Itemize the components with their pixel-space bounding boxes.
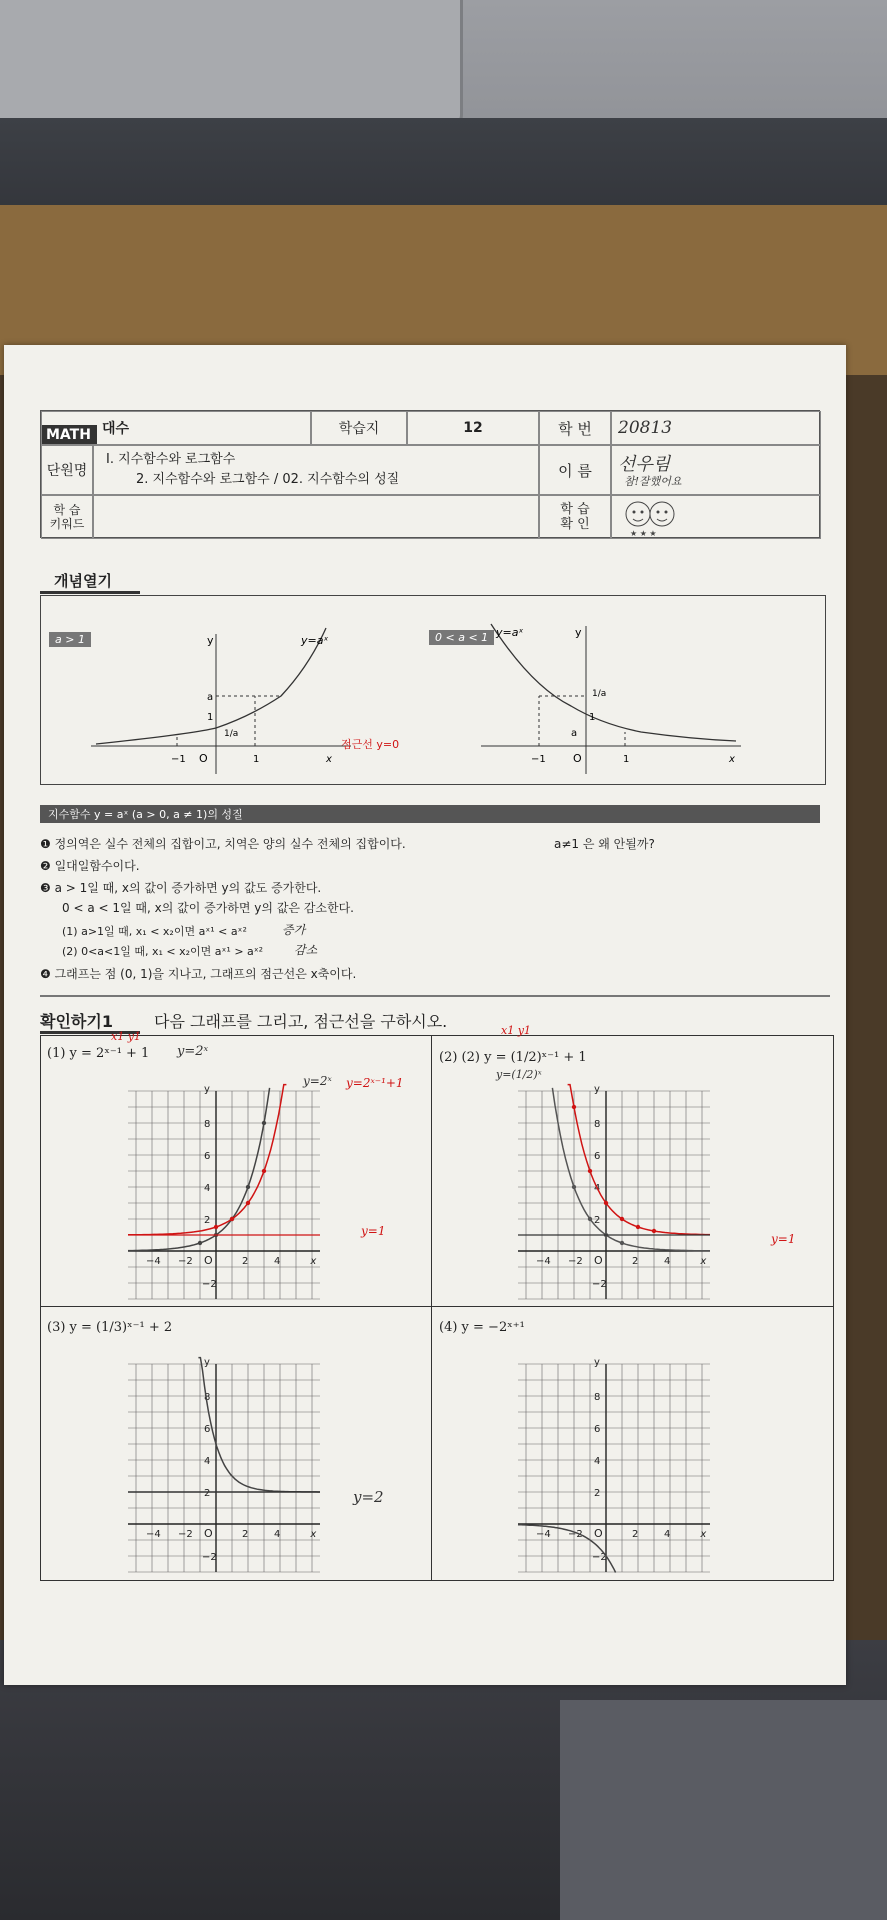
p2-curve-shifted-point — [604, 1201, 608, 1205]
p3-x-tick: −4 — [146, 1529, 161, 1540]
note-decrease: 감소 — [294, 943, 318, 957]
p4-x-tick: 2 — [632, 1529, 639, 1540]
p1-curve-shifted-point — [262, 1169, 266, 1173]
exercise-grid — [40, 1024, 834, 1581]
p1-y-tick: 8 — [204, 1119, 211, 1130]
right-1a-tick: 1/a — [592, 689, 607, 699]
p4-origin: O — [594, 1527, 603, 1540]
note-increase: 증가 — [282, 923, 306, 937]
subject: 대수 — [102, 421, 130, 437]
coordinate-grids — [41, 1036, 833, 1580]
left-minus1: −1 — [171, 754, 186, 765]
left-x-label: x — [326, 754, 332, 765]
p2-hw-base: y=(1/2)ˣ — [496, 1068, 542, 1081]
p4-y-tick: 2 — [594, 1488, 601, 1499]
problem-4-label: (4) y = −2ˣ⁺¹ — [439, 1320, 525, 1335]
p2-curve-shifted-point — [636, 1225, 640, 1229]
right-origin: O — [573, 752, 582, 765]
keyword-cell — [93, 495, 539, 539]
p2-y-tick: 4 — [594, 1183, 601, 1194]
p1-y-tick: 2 — [204, 1215, 211, 1226]
prop-3b: 0 < a < 1일 때, x의 값이 증가하면 y의 값은 감소한다. — [62, 901, 354, 915]
left-equation: y=aˣ — [301, 634, 329, 647]
concept-box — [40, 595, 826, 785]
right-equation: y=aˣ — [496, 626, 524, 639]
p3-x-label: x — [310, 1529, 317, 1540]
p3-y-tick: y — [204, 1356, 210, 1368]
p1-x-tick: −2 — [178, 1256, 193, 1267]
unit-line-2: 2. 지수함수와 로그함수 / 02. 지수함수의 성질 — [136, 472, 400, 487]
p2-curve-base-point — [620, 1241, 624, 1245]
p2-curve-shifted-point — [572, 1105, 576, 1109]
p4-x-label: x — [700, 1529, 707, 1540]
p3-x-tick: 2 — [242, 1529, 249, 1540]
exercise-desc: 다음 그래프를 그리고, 점근선을 구하시오. — [154, 1012, 448, 1031]
p4-y-tick: y — [594, 1356, 600, 1368]
p1-y-tick: 4 — [204, 1183, 211, 1194]
keyword-label: 학 습 키워드 — [41, 495, 93, 539]
header-table — [40, 410, 820, 538]
left-1a-tick: 1/a — [224, 729, 239, 739]
p3-y-tick: 6 — [204, 1424, 211, 1435]
p4-x-tick: 4 — [664, 1529, 671, 1540]
p1-curve-base — [128, 1088, 270, 1251]
p1-y-tick: y — [204, 1083, 210, 1095]
prop-3d: (2) 0<a<1일 때, x₁ < x₂이면 aˣ¹ > aˣ² — [62, 945, 264, 958]
prop-1: ❶ 정의역은 실수 전체의 집합이고, 치역은 양의 실수 전체의 집합이다. — [40, 837, 406, 851]
chip-a-lt-1: 0 < a < 1 — [429, 630, 494, 645]
math-tag: MATH — [40, 425, 97, 445]
name-cell — [611, 445, 821, 495]
p1-asym: y=1 — [361, 1224, 386, 1238]
laptop-lid — [0, 0, 463, 129]
p4-x-tick: −2 — [568, 1529, 583, 1540]
p4-y-tick: 8 — [594, 1392, 601, 1403]
sheet-number: 12 — [407, 411, 539, 445]
side-question: a≠1 은 왜 안될까? — [554, 837, 655, 851]
p3-x-tick: −2 — [178, 1529, 193, 1540]
prop-2: ❷ 일대일함수이다. — [40, 859, 140, 873]
p1-curve-base-point — [198, 1241, 202, 1245]
p2-hw-top: x1 y1 — [501, 1024, 531, 1037]
right-1: 1 — [623, 754, 630, 765]
p2-curve-base-point — [572, 1185, 576, 1189]
p1-x-tick: 4 — [274, 1256, 281, 1267]
p2-y-tick: −2 — [592, 1279, 607, 1290]
prop-3: ❸ a > 1일 때, x의 값이 증가하면 y의 값도 증가한다. — [40, 881, 322, 895]
left-y-label: y — [207, 634, 214, 647]
p1-hw-curve2: y=2ˣ⁻¹+1 — [346, 1076, 404, 1090]
p2-origin: O — [594, 1254, 603, 1267]
student-no-label: 학 번 — [539, 411, 611, 445]
subject-cell — [41, 411, 311, 445]
p1-y-tick: 6 — [204, 1151, 211, 1162]
properties-rule — [40, 995, 830, 997]
left-1-tick: 1 — [207, 712, 214, 723]
p1-hw-base: y=2ˣ — [177, 1044, 209, 1059]
svg-text:★ ★ ★: ★ ★ ★ — [630, 529, 657, 538]
p2-curve-base — [552, 1088, 710, 1251]
p2-x-tick: −4 — [536, 1256, 551, 1267]
prop-4: ❹ 그래프는 점 (0, 1)을 지나고, 그래프의 점근선은 x축이다. — [40, 967, 357, 981]
problem-1-label: (1) y = 2ˣ⁻¹ + 1 — [47, 1046, 150, 1061]
right-minus1: −1 — [531, 754, 546, 765]
p1-curve-shifted-point — [230, 1217, 234, 1221]
p1-x-tick: 2 — [242, 1256, 249, 1267]
sheet-label: 학습지 — [311, 411, 407, 445]
p2-curve-shifted-point — [652, 1229, 656, 1233]
p3-y-tick: −2 — [202, 1552, 217, 1563]
p3-asym: y=2 — [353, 1488, 384, 1506]
p3-y-tick: 2 — [204, 1488, 211, 1499]
right-a-tick: a — [571, 728, 578, 739]
p4-x-tick: −4 — [536, 1529, 551, 1540]
p1-curve-base-point — [262, 1121, 266, 1125]
right-x-label: x — [729, 754, 735, 765]
right-1-tick: 1 — [589, 712, 596, 723]
right-curve — [491, 624, 736, 741]
left-a-tick: a — [207, 692, 214, 703]
student-no-cell — [611, 411, 821, 445]
p4-y-tick: 6 — [594, 1424, 601, 1435]
worksheet-paper — [4, 345, 846, 1685]
student-name: 선우림 — [618, 454, 671, 475]
p2-y-tick: 8 — [594, 1119, 601, 1130]
p4-y-tick: −2 — [592, 1552, 607, 1563]
concept-graphs — [41, 596, 827, 786]
p1-curve-shifted-point — [214, 1225, 218, 1229]
asymptote-note: 점근선 y=0 — [341, 738, 400, 751]
p2-x-tick: 4 — [664, 1256, 671, 1267]
stamp-cell — [611, 495, 821, 539]
p1-y-tick: −2 — [202, 1279, 217, 1290]
p1-curve-shifted-point — [246, 1201, 250, 1205]
name-label: 이 름 — [539, 445, 611, 495]
problem-2-label: (2) (2) y = (1/2)ˣ⁻¹ + 1 — [439, 1050, 587, 1065]
problem-3-label: (3) y = (1/3)ˣ⁻¹ + 2 — [47, 1320, 173, 1335]
p3-y-tick: 4 — [204, 1456, 211, 1467]
background-fabric — [560, 1700, 887, 1920]
p3-y-tick: 8 — [204, 1392, 211, 1403]
exercise-title: 확인하기1 — [40, 1012, 113, 1031]
right-y-label: y — [575, 626, 582, 639]
p2-y-tick: 2 — [594, 1215, 601, 1226]
p3-x-tick: 4 — [274, 1529, 281, 1540]
p1-curve-base-point — [246, 1185, 250, 1189]
chip-a-gt-1: a > 1 — [49, 632, 91, 647]
confirm-label: 학 습 확 인 — [539, 495, 611, 539]
p2-curve-shifted-point — [588, 1169, 592, 1173]
p2-asym: y=1 — [771, 1232, 796, 1246]
concept-rule — [40, 591, 140, 594]
p2-x-label: x — [700, 1256, 707, 1267]
p1-x-label: x — [310, 1256, 317, 1267]
p2-y-tick: 6 — [594, 1151, 601, 1162]
unit-line-1: Ⅰ. 지수함수와 로그함수 — [106, 452, 236, 467]
prop-3c: (1) a>1일 때, x₁ < x₂이면 aˣ¹ < aˣ² — [62, 925, 247, 938]
unit-cell — [93, 445, 539, 495]
concept-title: 개념열기 — [54, 572, 112, 590]
p2-x-tick: 2 — [632, 1256, 639, 1267]
left-origin: O — [199, 752, 208, 765]
teacher-note: 참!잘했어요 — [624, 475, 682, 488]
p2-x-tick: −2 — [568, 1256, 583, 1267]
p2-curve-base-point — [588, 1217, 592, 1221]
p1-x-tick: −4 — [146, 1256, 161, 1267]
p1-origin: O — [204, 1254, 213, 1267]
p3-origin: O — [204, 1527, 213, 1540]
p1-hw-curve1: y=2ˣ — [303, 1074, 332, 1088]
p2-curve-shifted-point — [620, 1217, 624, 1221]
properties-bar: 지수함수 y = aˣ (a > 0, a ≠ 1)의 성질 — [40, 805, 820, 823]
left-1: 1 — [253, 754, 260, 765]
p4-y-tick: 4 — [594, 1456, 601, 1467]
unit-label: 단원명 — [41, 445, 93, 495]
student-no: 20813 — [618, 418, 673, 438]
p1-hw-top: x1 y1 — [111, 1030, 141, 1043]
p2-y-tick: y — [594, 1083, 600, 1095]
stamp-icon — [616, 496, 686, 538]
